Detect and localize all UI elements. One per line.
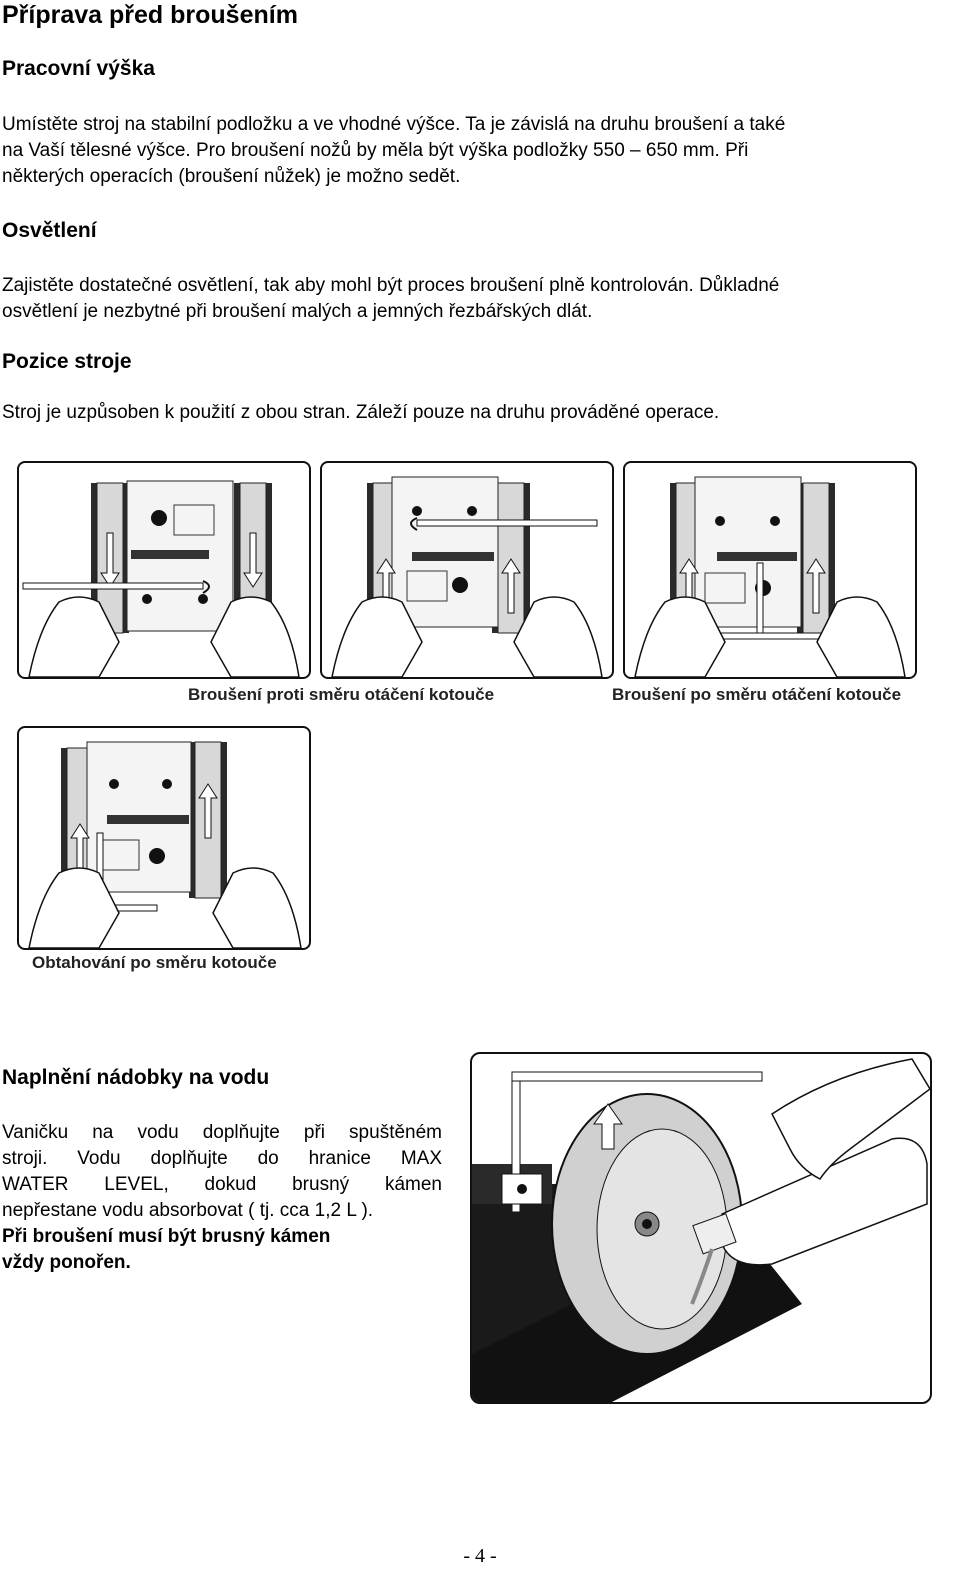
illustration-honing: [17, 726, 311, 950]
illustration-filling-water-trough: [470, 1052, 932, 1404]
page-number: - 4 -: [463, 1545, 497, 1567]
caption-grinding-against: Broušení proti směru otáčení kotouče: [188, 685, 495, 704]
warning-stone-submerged-line-1: Při broušení musí být brusný kámen: [2, 1226, 331, 1247]
paragraph-water-line-3: WATER LEVEL, dokud brusný kámen: [2, 1174, 442, 1195]
illustration-grinding-along: [623, 461, 917, 679]
paragraph-working-height-line-2: na Vaší tělesné výšce. Pro broušení nožů by měla být výška podložky 550 – 650 mm. Při: [2, 140, 749, 161]
paragraph-working-height-line-1: Umístěte stroj na stabilní podložku a ve vhodné výšce. Ta je závislá na druhu broušení a také: [2, 114, 786, 135]
paragraph-water-line-4: nepřestane vodu absorbovat ( tj. cca 1,2 L ).: [2, 1200, 374, 1221]
heading-working-height: Pracovní výška: [2, 57, 155, 80]
paragraph-lighting-line-1: Zajistěte dostatečné osvětlení, tak aby mohl být proces broušení plně kontrolován. Důkladné: [2, 275, 780, 296]
caption-honing: Obtahování po směru kotouče: [32, 953, 277, 972]
paragraph-water-line-1: Vaničku na vodu doplňujte při spuštěném: [2, 1122, 442, 1143]
illustration-grinding-against-left: [17, 461, 311, 679]
page-title: Příprava před broušením: [2, 1, 298, 29]
warning-stone-submerged-line-2: vždy ponořen.: [2, 1252, 131, 1273]
heading-water-filling: Naplnění nádobky na vodu: [2, 1066, 270, 1089]
caption-grinding-along: Broušení po směru otáčení kotouče: [612, 685, 902, 704]
illustration-grinding-against-right: [320, 461, 614, 679]
paragraph-machine-position: Stroj je uzpůsoben k použití z obou stran. Záleží pouze na druhu prováděné operace.: [2, 402, 720, 423]
heading-machine-position: Pozice stroje: [2, 350, 132, 373]
heading-lighting: Osvětlení: [2, 219, 97, 242]
paragraph-working-height-line-3: některých operacích (broušení nůžek) je možno sedět.: [2, 166, 461, 187]
paragraph-lighting-line-2: osvětlení je nezbytné při broušení malých a jemných řezbářských dlát.: [2, 301, 593, 322]
paragraph-water-line-2: stroji. Vodu doplňujte do hranice MAX: [2, 1148, 442, 1169]
